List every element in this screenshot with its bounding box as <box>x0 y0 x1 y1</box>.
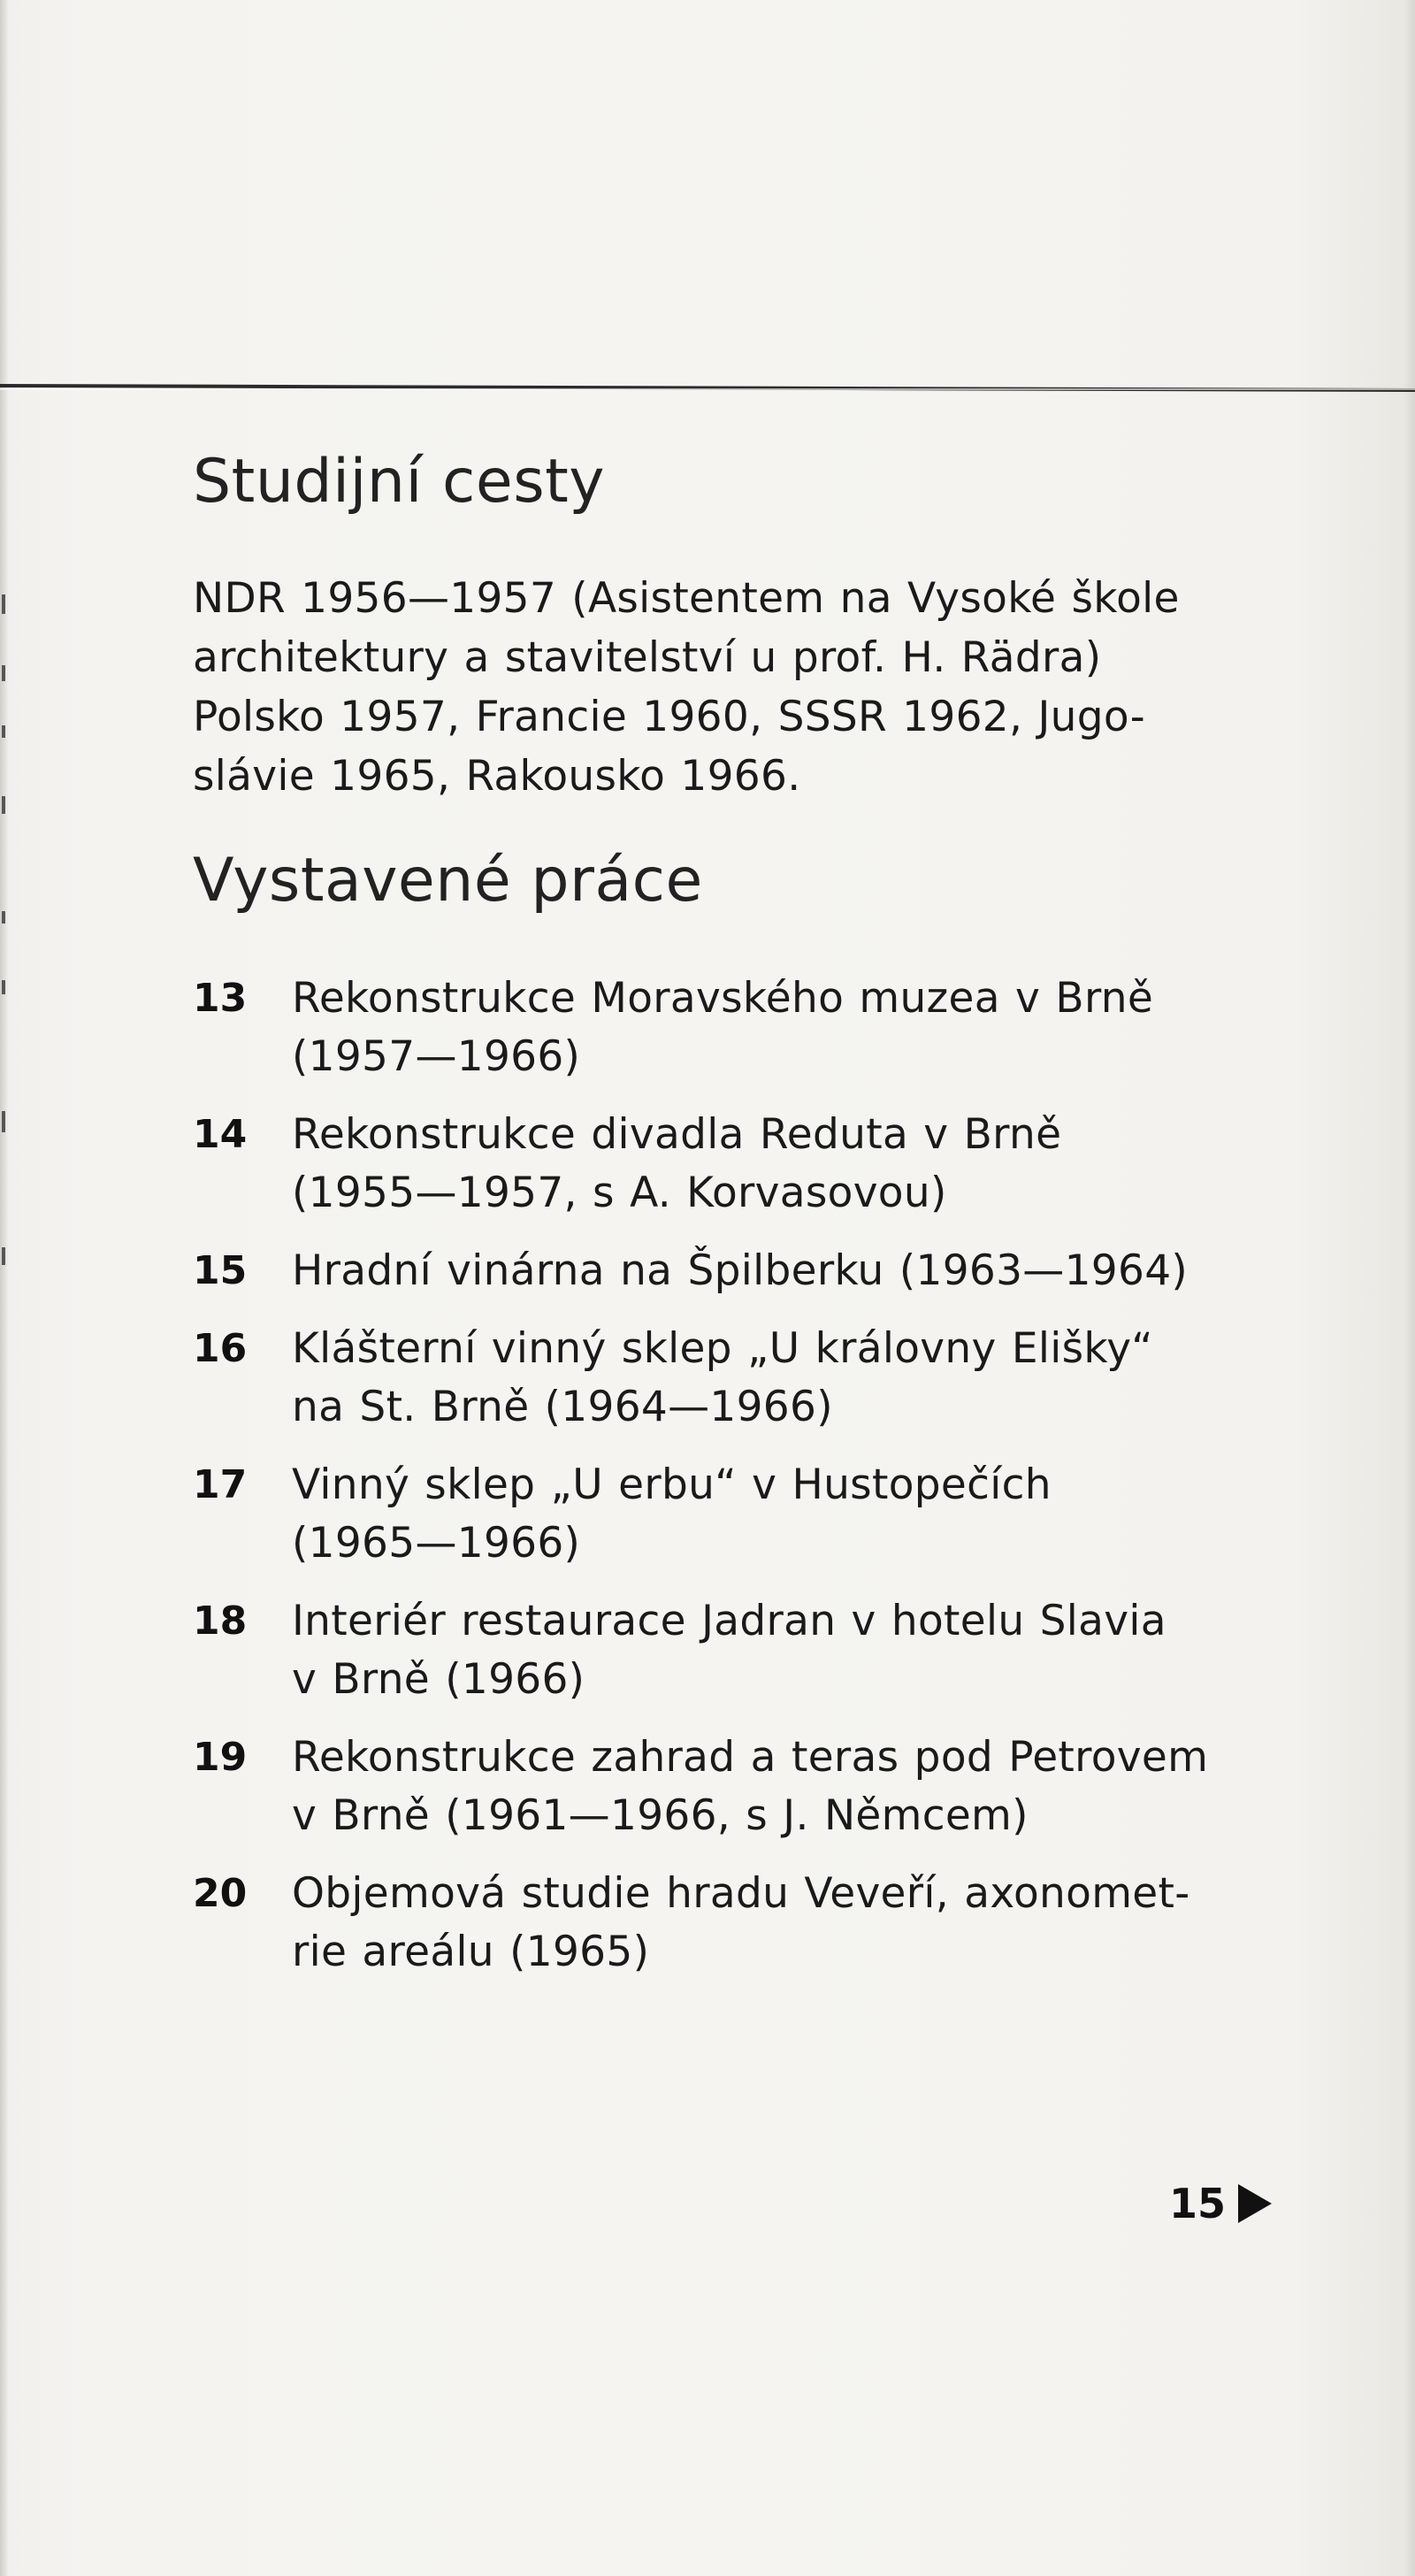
work-description <box>292 1320 1153 1437</box>
work-item <box>193 1456 1298 1573</box>
work-number: 19 <box>193 1735 248 1780</box>
work-line: (1965—1966) <box>292 1519 581 1568</box>
section-title-study-trips: Studijní cesty <box>193 447 606 517</box>
work-number: 13 <box>193 976 248 1021</box>
work-line: Objemová studie hradu Veveří, axonomet- <box>292 1869 1190 1918</box>
work-line: (1957—1966) <box>292 1032 581 1081</box>
work-description <box>292 970 1153 1086</box>
work-item <box>193 1865 1298 1982</box>
paragraph-line: NDR 1956—1957 (Asistentem na Vysoké škole <box>193 574 1180 623</box>
paragraph-line: slávie 1965, Rakousko 1966. <box>193 752 801 801</box>
work-item <box>193 1320 1298 1437</box>
section-title-exhibited-works: Vystavené práce <box>193 846 703 916</box>
work-line: Interiér restaurace Jadran v hotelu Slavia <box>292 1597 1166 1645</box>
work-item <box>193 1242 1298 1300</box>
study-trips-paragraph <box>193 569 1298 806</box>
work-line: Hradní vinárna na Špilberku (1963—1964) <box>292 1246 1189 1295</box>
page-edge <box>1403 0 1415 2576</box>
work-item <box>193 1729 1298 1845</box>
work-line: Rekonstrukce Moravského muzea v Brně <box>292 974 1154 1023</box>
top-rule-highlight <box>0 388 1415 390</box>
work-number: 15 <box>193 1248 248 1293</box>
right-triangle-icon[interactable] <box>1238 2184 1272 2223</box>
work-item <box>193 1592 1298 1709</box>
work-line: Vinný sklep „U erbu“ v Hustopečích <box>292 1460 1052 1509</box>
work-line: Rekonstrukce divadla Reduta v Brně <box>292 1110 1062 1159</box>
work-description <box>292 1729 1208 1845</box>
paragraph-line: Polsko 1957, Francie 1960, SSSR 1962, Jugo- <box>193 693 1146 741</box>
work-number: 20 <box>193 1871 248 1916</box>
works-list <box>193 970 1298 1982</box>
work-line: Klášterní vinný sklep „U královny Elišky“ <box>292 1324 1153 1373</box>
work-line: Rekonstrukce zahrad a teras pod Petrovem <box>292 1733 1209 1782</box>
work-number: 14 <box>193 1112 248 1157</box>
work-number: 16 <box>193 1326 248 1371</box>
work-line: v Brně (1966) <box>292 1655 585 1704</box>
work-number: 18 <box>193 1598 248 1644</box>
work-description <box>292 1456 1052 1573</box>
work-line: rie areálu (1965) <box>292 1928 650 1976</box>
work-description <box>292 1592 1166 1709</box>
page-content <box>193 433 1298 2001</box>
work-item <box>193 1106 1298 1223</box>
work-description <box>292 1865 1190 1982</box>
work-description <box>292 1106 1061 1223</box>
paragraph-line: architektury a stavitelství u prof. H. Rädra) <box>193 633 1102 682</box>
work-description <box>292 1242 1188 1300</box>
page-number <box>1169 2180 1272 2227</box>
work-number: 17 <box>193 1462 248 1507</box>
work-line: v Brně (1961—1966, s J. Němcem) <box>292 1791 1029 1840</box>
work-line: (1955—1957, s A. Korvasovou) <box>292 1169 947 1217</box>
work-item <box>193 970 1298 1086</box>
work-line: na St. Brně (1964—1966) <box>292 1383 833 1431</box>
page-number-text: 15 <box>1168 2180 1226 2227</box>
